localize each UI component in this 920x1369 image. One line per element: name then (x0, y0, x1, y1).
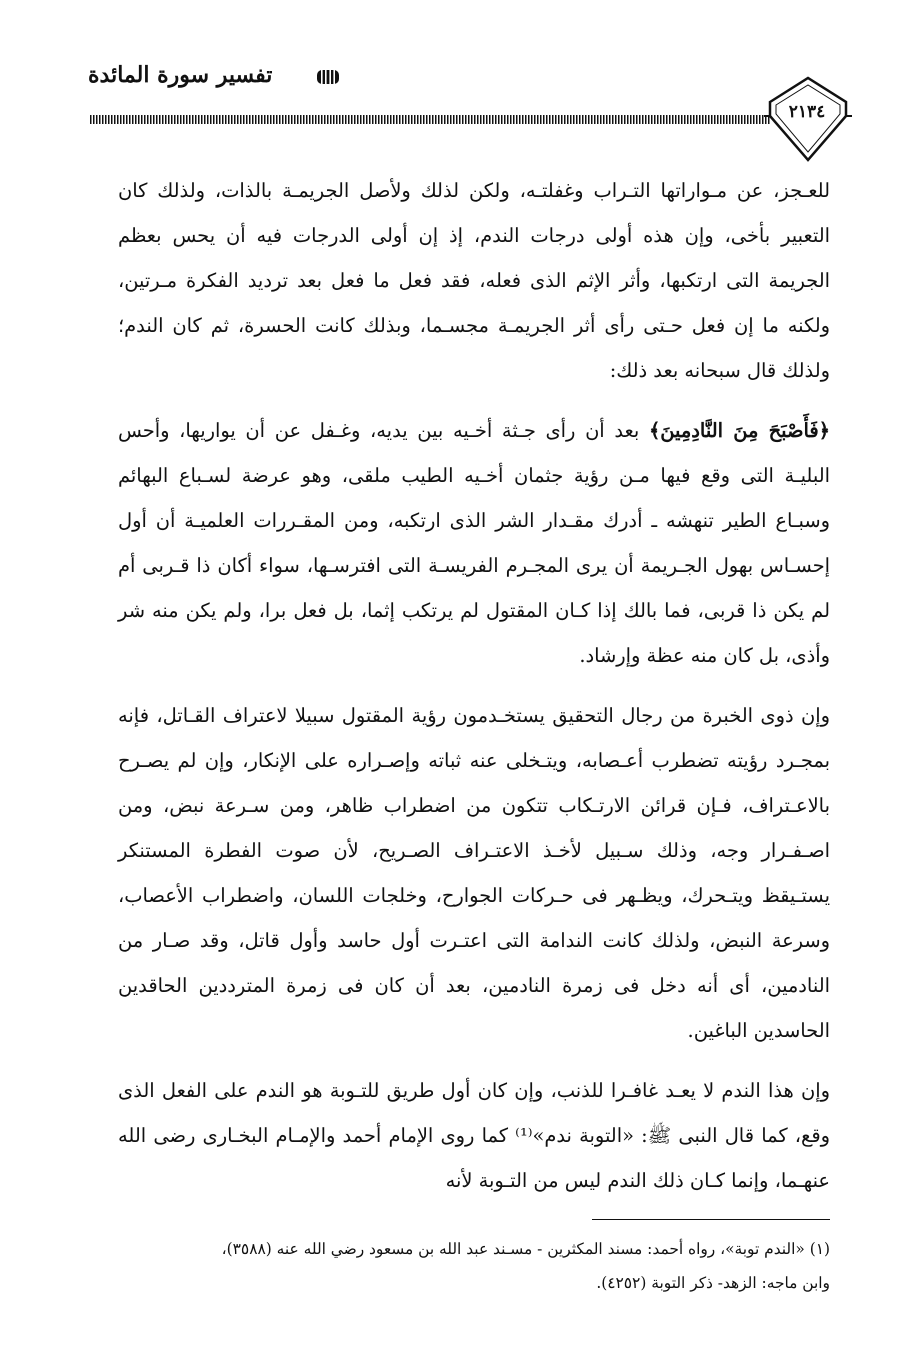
page-number: ٢١٣٤ (788, 102, 826, 122)
paragraph (118, 1068, 830, 1203)
paragraph (118, 408, 830, 678)
footnotes (118, 1232, 830, 1300)
footnote-separator (592, 1219, 830, 1220)
page-header (0, 0, 920, 165)
footnote-line: (١) «الندم توبة»، رواه أحمد: مسند المكثرين - مسـند عبد الله بن مسعود رضي الله عنه (٣٥٨٨)، (221, 1240, 830, 1258)
paragraph-text: وإن هذا الندم لا يعـد غافـرا للذنب، وإن كان أول طريق للتـوبة هو الندم على الفعل الذى وقع، كما قال النبى ﷺ: «التوبة ندم»⁽¹⁾ كما روى الإمام أحمد والإمـام البخـارى رضى الله عنهـما، وإنما كـان ذلك الندم ليس من التـوبة لأنه (118, 1079, 830, 1192)
paragraph-text: بعد أن رأى جـثة أخـيه بين يديه، وغـفل عن أن يواريها، وأحس البليـة التى وقع فيها مـن رؤية جثمان أخـيه الطيب ملقى، وهو عرضة لسـباع البهائم وسبـاع الطير تنهشه ـ أدرك مقـدار الشر الذى ارتكبه، ومن المقـررات العلميـة أن أول إحسـاس بهول الجـريمة أن يرى المجـرم الفريسـة التى افترسـها، سواء أكان ذا قـربى أم لم يكن ذا قربى، فما بالك إذا كـان المقتول لم يرتكب إثما، بل فعل برا، ولم يكن منه شر وأذى، بل كان منه عظة وإرشاد. (118, 419, 830, 667)
paragraph-text: للعـجز، عن مـواراتها التـراب وغفلتـه، ولكن لذلك ولأصل الجريمـة بالذات، ولذلك كان التعبير بأخى، وإن هذه أولى درجات الندم، إذ إن أولى الدرجات فيه أن يحس بعظم الجريمة التى ارتكبها، وأثر الإثم الذى فعله، فقد فعل ما فعل بعد ترديد الفكرة مـرتين، ولكنه ما إن فعل حـتى رأى أثر الجريمـة مجسـما، وبذلك كانت الحسرة، ثم كان الندم؛ ولذلك قال سبحانه بعد ذلك: (118, 179, 830, 382)
footnote-line: وابن ماجه: الزهد- ذكر التوبة (٤٢٥٢). (596, 1274, 830, 1292)
header-ornament-icon (315, 66, 341, 88)
quran-verse: ﴿فَأَصْبَحَ مِنَ النَّادِمِينَ﴾ (648, 419, 830, 442)
paragraph-text: وإن ذوى الخبرة من رجال التحقيق يستخـدمون رؤية المقتول سبيلا لاعتراف القـاتل، فإنه بمجـرد رؤيته تضطرب أعـصابه، ويتـخلى عنه ثباته وإصـراره على الإنكار، وإن لم يصـرح بالاعـتراف، فـإن قرائن الارتـكاب تتكون من اضطراب ظاهر، ومن سـرعة نبض، ومن اصـفـرار وجه، وذلك سـبيل لأخـذ الاعتـراف الصـريح، لأن صوت الفطرة المستنكر يستـيقظ ويتـحرك، ويظـهر فى حـركات الجوارح، وخلجات اللسان، واضطراب الأعصاب، وسرعة النبض، ولذلك كانت الندامة التى اعتـرت أول حاسد وأول قاتل، وقد صـار من النادمين، أى أنه دخل فى زمرة النادمين، بعد أن كان فى زمرة المترددين الحاقدين الحاسدين الباغين. (118, 704, 830, 1042)
paragraph (118, 168, 830, 393)
paragraph (118, 693, 830, 1053)
header-divider-rule (90, 115, 770, 124)
main-text (118, 168, 830, 1203)
running-header-title: تفسير سورة المائدة (88, 62, 273, 88)
